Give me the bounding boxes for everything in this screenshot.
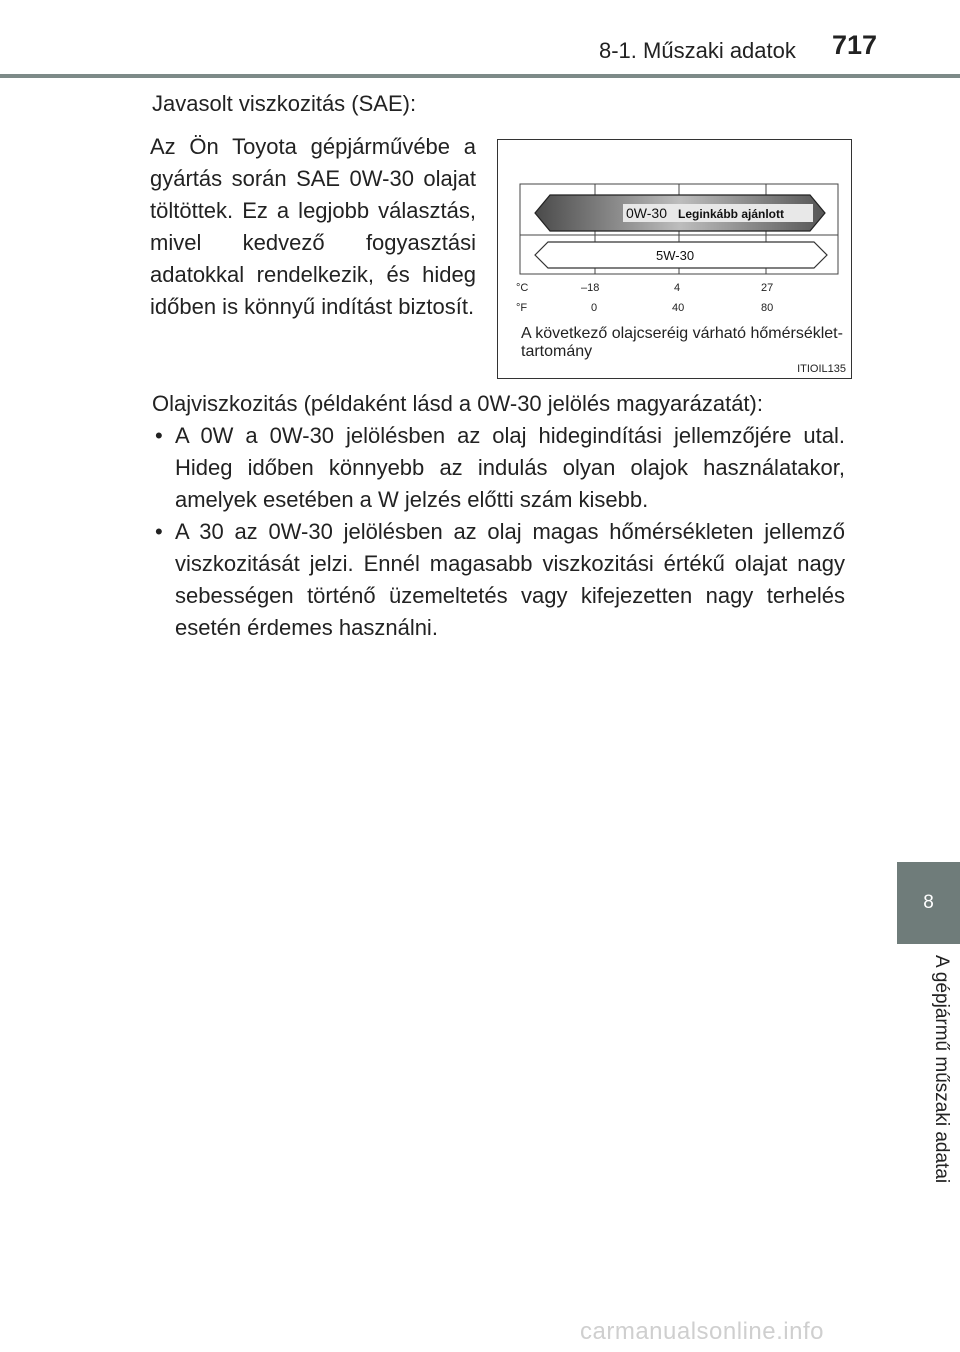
fahrenheit-tick: 40 xyxy=(672,302,685,314)
section-heading: Javasolt viszkozitás (SAE): xyxy=(152,91,417,116)
bullet-item xyxy=(155,420,845,516)
celsius-tick: –18 xyxy=(581,282,600,294)
chapter-tab-number: 8 xyxy=(923,892,934,913)
zero-w30-label: 0W-30 xyxy=(626,205,667,221)
fahrenheit-tick: 80 xyxy=(761,302,774,314)
diagram-code: ITIOIL135 xyxy=(797,363,846,375)
intro-paragraph: Az Ön Toyota gépjárművébe a gyártás során SAE 0W-30 olajat töltöttek. Ez a legjobb választás, mivel kedvező fogyasztási adatokkal rendelkezik, és hideg időben is könnyű indítást biztosít. xyxy=(150,134,476,319)
bullet-marker: • xyxy=(155,519,163,544)
recommended-label: Leginkább ajánlott xyxy=(678,207,785,221)
header-section-title: 8-1. Műszaki adatok xyxy=(599,38,796,63)
bullet-text: A 0W a 0W-30 jelölésben az olaj hidegindítási jellemzőjére utal. Hideg időben könnyebb az indulás olyan olajok használatakor, amelyek esetében a W jelzés előtti szám kisebb. xyxy=(175,423,845,512)
chapter-tab[interactable] xyxy=(897,862,960,944)
oil-viscosity-diagram xyxy=(497,139,852,379)
celsius-tick: 4 xyxy=(674,282,681,294)
fahrenheit-unit: °F xyxy=(516,302,528,314)
bullet-text: A 30 az 0W-30 jelölésben az olaj magas hőmérsékleten jellemző viszkozitását jelzi. Ennél magasabb viszkozitási értékű olajat nagy sebességen történő üzemeltetés vagy kifejezetten nagy terhelés esetén érdemes használni. xyxy=(175,519,845,640)
celsius-tick: 27 xyxy=(761,282,774,294)
bullet-list xyxy=(155,420,845,644)
bullet-item xyxy=(155,516,845,644)
chapter-tab-label: A gépjármű műszaki adatai xyxy=(931,955,952,1184)
celsius-unit: °C xyxy=(516,282,529,294)
five-w30-label: 5W-30 xyxy=(656,248,695,263)
bullet-marker: • xyxy=(155,423,163,448)
fahrenheit-tick: 0 xyxy=(591,302,598,314)
header-rule xyxy=(0,74,960,78)
page-number: 717 xyxy=(832,30,878,60)
diagram-caption: A következő olajcseréig várható hőmérséklet-tartomány xyxy=(521,325,843,360)
oil-viscosity-intro: Olajviszkozitás (példaként lásd a 0W-30 jelölés magyarázatát): xyxy=(152,391,763,416)
watermark: carmanualsonline.info xyxy=(580,1318,824,1345)
